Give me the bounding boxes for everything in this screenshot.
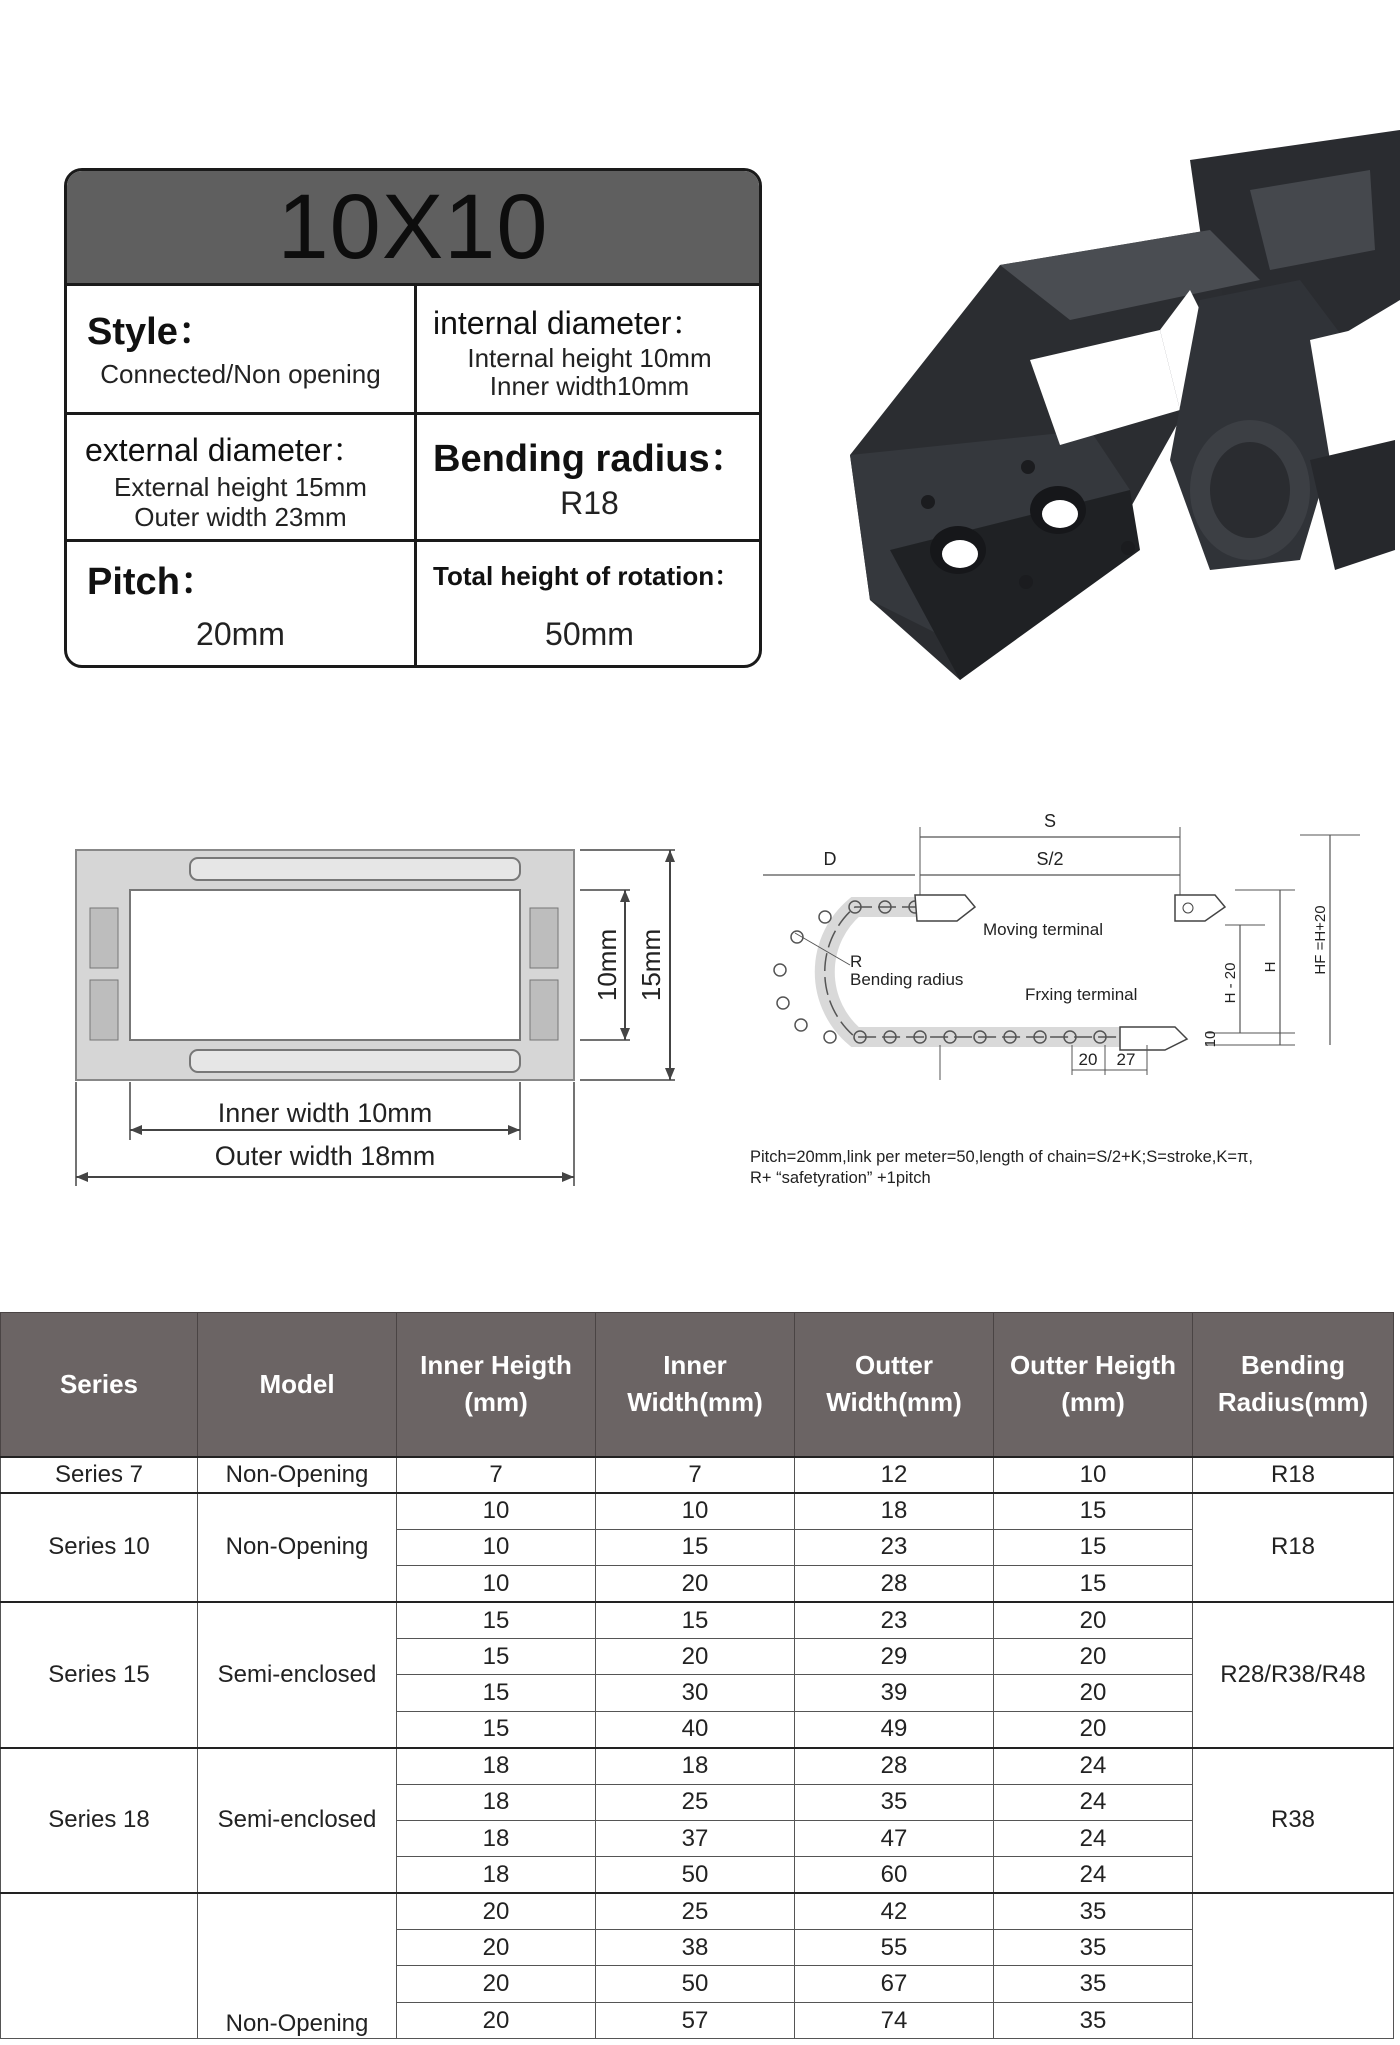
cell-model: Semi-enclosed <box>198 1748 397 1894</box>
spec-value-internal-height: Internal height 10mm <box>467 343 712 373</box>
cell-outer-width: 67 <box>795 1966 994 2002</box>
dim-20-label: 20 <box>1078 1050 1098 1069</box>
cell-outer-width: 39 <box>795 1675 994 1711</box>
cell-inner-height: 18 <box>397 1857 596 1893</box>
outer-height-label: 15mm <box>636 928 666 1002</box>
cell-inner-width: 15 <box>596 1529 795 1565</box>
cell-inner-height: 20 <box>397 2002 596 2038</box>
cell-outer-height: 35 <box>994 1930 1193 1966</box>
cell-outer-height: 24 <box>994 1857 1193 1893</box>
spec-title-bar <box>67 171 759 286</box>
table-row <box>1 1893 1394 1929</box>
cell-inner-width: 25 <box>596 1893 795 1929</box>
outer-width-label: Outer width 18mm <box>214 1141 436 1171</box>
cell-outer-height: 20 <box>994 1711 1193 1747</box>
cell-outer-height: 35 <box>994 1893 1193 1929</box>
moving-terminal-label: Moving terminal <box>983 920 1103 939</box>
cell-outer-height: 24 <box>994 1748 1193 1784</box>
cell-inner-width: 10 <box>596 1493 795 1529</box>
table-row <box>1 1457 1394 1493</box>
bending-radius-label: Bending radius <box>850 970 964 989</box>
cell-inner-width: 50 <box>596 1857 795 1893</box>
cell-outer-width: 55 <box>795 1930 994 1966</box>
cell-inner-height: 15 <box>397 1602 596 1638</box>
spec-label-style: Style： <box>87 311 216 353</box>
cell-inner-height: 10 <box>397 1493 596 1529</box>
spec-label-pitch: Pitch： <box>87 561 218 603</box>
spec-value-bending-radius: R18 <box>560 485 619 521</box>
table-row <box>1 1602 1394 1638</box>
spec-cell-bending-radius <box>417 415 762 539</box>
cell-inner-height: 10 <box>397 1566 596 1602</box>
cell-outer-width: 23 <box>795 1602 994 1638</box>
cell-outer-height: 20 <box>994 1602 1193 1638</box>
inner-height-label: 10mm <box>592 928 622 1002</box>
cell-outer-width: 35 <box>795 1784 994 1820</box>
spec-card <box>64 168 762 668</box>
spec-label-rotation-height: Total height of rotation： <box>433 561 741 591</box>
table-row <box>1 1748 1394 1784</box>
cell-inner-width: 18 <box>596 1748 795 1784</box>
cell-inner-height: 15 <box>397 1711 596 1747</box>
cell-inner-height: 10 <box>397 1529 596 1565</box>
header-inner-width: Inner Width(mm) <box>596 1313 795 1457</box>
cell-outer-width: 23 <box>795 1529 994 1565</box>
spec-value-outer-width: Outer width 23mm <box>134 502 347 532</box>
cell-outer-width: 60 <box>795 1857 994 1893</box>
cell-bending-radius: R18 <box>1193 1493 1394 1602</box>
cell-inner-width: 15 <box>596 1602 795 1638</box>
cell-outer-width: 74 <box>795 2002 994 2038</box>
cell-outer-height: 10 <box>994 1457 1193 1493</box>
cell-series: Series 18 <box>1 1748 198 1894</box>
spec-title: 10X10 <box>277 175 549 278</box>
cell-series <box>1 1893 198 2039</box>
spec-label-bending-radius: Bending radius： <box>433 438 748 480</box>
cell-outer-width: 28 <box>795 1566 994 1602</box>
cell-series: Series 15 <box>1 1602 198 1748</box>
cell-inner-width: 7 <box>596 1457 795 1493</box>
dim-10-label: 10 <box>1202 1030 1219 1048</box>
dim-d-label: D <box>823 849 837 869</box>
header-bending-radius: Bending Radius(mm) <box>1193 1313 1394 1457</box>
cell-bending-radius: R18 <box>1193 1457 1394 1493</box>
header-inner-height: Inner Heigth (mm) <box>397 1313 596 1457</box>
cell-inner-height: 20 <box>397 1930 596 1966</box>
dim-hf-label: HF =H+20 <box>1312 905 1329 975</box>
cell-inner-height: 7 <box>397 1457 596 1493</box>
cell-inner-width: 30 <box>596 1675 795 1711</box>
spec-label-internal-diameter: internal diameter： <box>433 305 704 341</box>
cell-outer-height: 15 <box>994 1566 1193 1602</box>
cell-outer-width: 42 <box>795 1893 994 1929</box>
cell-inner-width: 38 <box>596 1930 795 1966</box>
cell-outer-height: 35 <box>994 2002 1193 2038</box>
dim-s-half-label: S/2 <box>1036 849 1064 869</box>
cell-outer-height: 24 <box>994 1820 1193 1856</box>
cell-outer-width: 29 <box>795 1638 994 1674</box>
cell-outer-width: 28 <box>795 1748 994 1784</box>
cell-series: Series 10 <box>1 1493 198 1602</box>
cell-inner-width: 57 <box>596 2002 795 2038</box>
cell-outer-width: 47 <box>795 1820 994 1856</box>
spec-value-inner-width: Inner width10mm <box>489 371 690 401</box>
header-series: Series <box>1 1313 198 1457</box>
spec-cell-internal-diameter <box>417 286 762 412</box>
cell-inner-width: 40 <box>596 1711 795 1747</box>
cell-inner-height: 18 <box>397 1784 596 1820</box>
header-model: Model <box>198 1313 397 1457</box>
cell-outer-width: 18 <box>795 1493 994 1529</box>
cable-chain-photo <box>830 130 1400 690</box>
dim-h-minus-20-label: H - 20 <box>1222 962 1239 1004</box>
cell-inner-height: 20 <box>397 1966 596 2002</box>
cell-outer-height: 24 <box>994 1784 1193 1820</box>
spec-cell-external-diameter <box>67 415 414 539</box>
radius-r-label: R <box>850 952 863 971</box>
cell-inner-width: 50 <box>596 1966 795 2002</box>
cell-model: Non-Opening <box>198 1893 397 2039</box>
cell-inner-height: 15 <box>397 1675 596 1711</box>
cell-outer-width: 49 <box>795 1711 994 1747</box>
table-header-row <box>1 1313 1394 1457</box>
diagram-note-line1: Pitch=20mm,link per meter=50,length of chain=S/2+K;S=stroke,K=π, <box>750 1148 1253 1166</box>
spec-cell-rotation-height <box>417 542 762 666</box>
spec-value-external-height: External height 15mm <box>114 472 367 502</box>
cell-outer-width: 12 <box>795 1457 994 1493</box>
cell-inner-width: 20 <box>596 1638 795 1674</box>
header-outer-height: Outter Heigth (mm) <box>994 1313 1193 1457</box>
table-row <box>1 1493 1394 1529</box>
spec-label-external-diameter: external diameter： <box>85 432 365 468</box>
cell-bending-radius: R38 <box>1193 1748 1394 1894</box>
cell-outer-height: 20 <box>994 1638 1193 1674</box>
cell-inner-height: 15 <box>397 1638 596 1674</box>
dim-h-label: H <box>1262 961 1279 973</box>
cell-inner-height: 18 <box>397 1820 596 1856</box>
dim-s-label: S <box>1043 811 1057 831</box>
spec-value-rotation-height: 50mm <box>545 616 634 652</box>
cell-bending-radius <box>1193 1893 1394 2039</box>
cell-bending-radius: R28/R38/R48 <box>1193 1602 1394 1748</box>
series-table <box>0 1312 1394 2039</box>
fixing-terminal-label: Frxing terminal <box>1025 985 1138 1004</box>
inner-width-label: Inner width 10mm <box>217 1098 433 1128</box>
dim-27-label: 27 <box>1116 1050 1136 1069</box>
cell-outer-height: 35 <box>994 1966 1193 2002</box>
cell-model: Semi-enclosed <box>198 1602 397 1748</box>
cell-outer-height: 15 <box>994 1529 1193 1565</box>
spec-value-pitch: 20mm <box>196 616 285 652</box>
cell-inner-height: 18 <box>397 1748 596 1784</box>
cell-outer-height: 20 <box>994 1675 1193 1711</box>
cell-inner-width: 25 <box>596 1784 795 1820</box>
header-outer-width: Outter Width(mm) <box>795 1313 994 1457</box>
cross-section-diagram <box>60 810 700 1190</box>
spec-value-style: Connected/Non opening <box>100 359 381 389</box>
cell-inner-width: 20 <box>596 1566 795 1602</box>
cell-model: Non-Opening <box>198 1457 397 1493</box>
diagram-note-line2: R+ “safetyration” +1pitch <box>750 1169 931 1187</box>
spec-cell-style <box>67 286 414 412</box>
cell-model: Non-Opening <box>198 1493 397 1602</box>
bending-radius-diagram <box>735 805 1365 1215</box>
cell-outer-height: 15 <box>994 1493 1193 1529</box>
cell-inner-height: 20 <box>397 1893 596 1929</box>
cell-series: Series 7 <box>1 1457 198 1493</box>
cell-inner-width: 37 <box>596 1820 795 1856</box>
spec-cell-pitch <box>67 542 414 666</box>
